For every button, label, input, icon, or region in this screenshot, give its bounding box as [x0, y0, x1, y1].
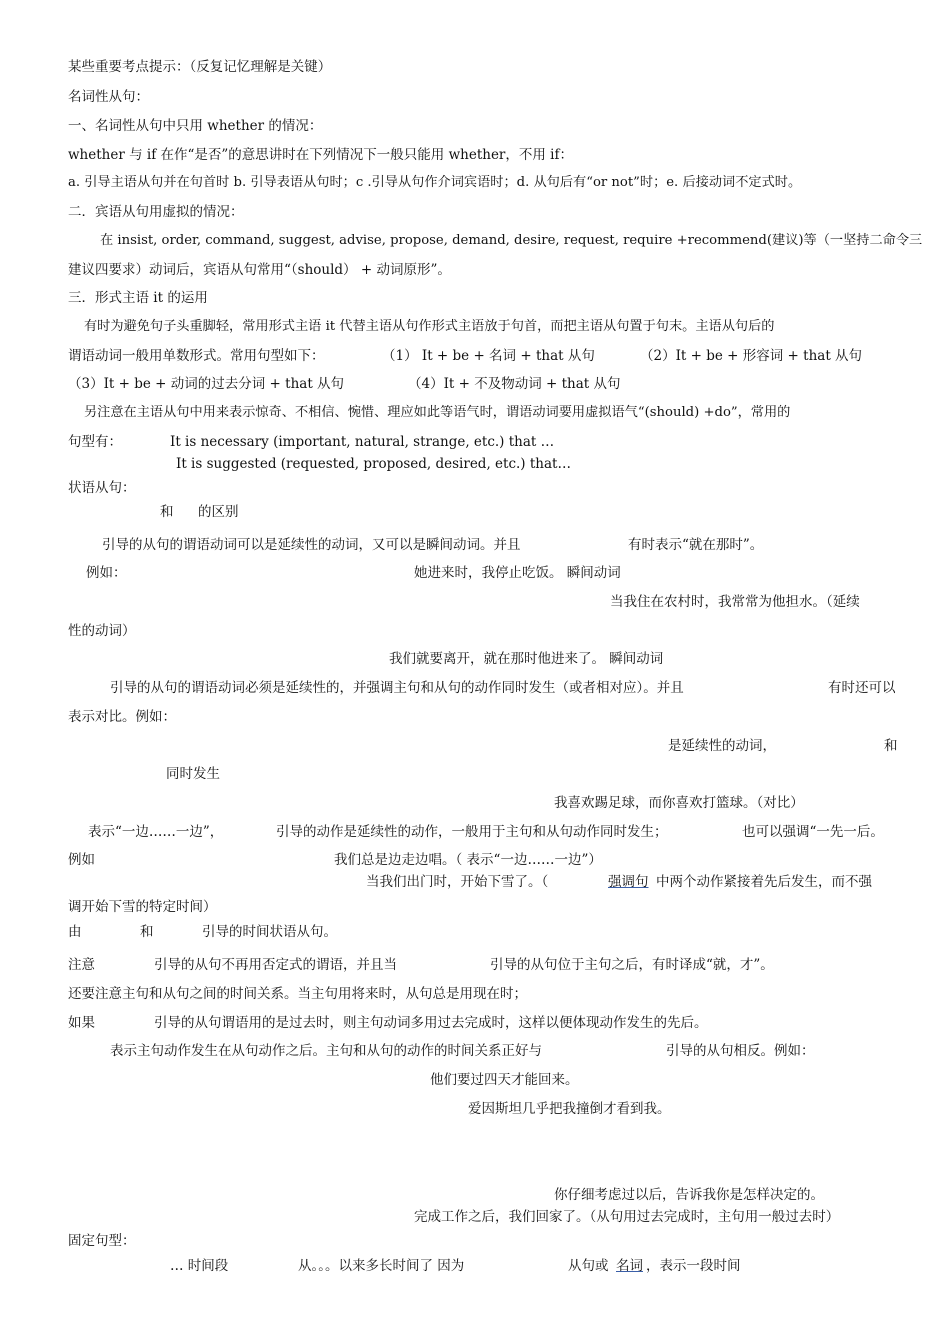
pattern-2: （2）It + be + 形容词 + that 从句	[640, 348, 863, 364]
paragraph-before-clause-end: 引导的从句相反。例如：	[666, 1043, 815, 1059]
pattern-3: （3）It + be + 动词的过去分词 + that 从句	[68, 376, 345, 392]
text-continuous-verb: 是延续性的动词，	[668, 738, 776, 754]
label-example-2: 例如	[68, 852, 95, 868]
example-football: 我喜欢踢足球，而你喜欢打篮球。（对比）	[554, 795, 804, 811]
paragraph-contrast: 表示对比。例如：	[68, 709, 176, 725]
pattern-1: （1） It + be + 名词 + that 从句	[382, 348, 595, 364]
subsection-formal-subject: 三．形式主语 it 的运用	[68, 290, 208, 306]
paragraph-formal-subject: 有时为避免句子头重脚轻，常用形式主语 it 代替主语从句作形式主语放于句首，而把主语从句置于句末。主语从句后的	[84, 319, 775, 334]
paragraph-when-clause: 引导的从句的谓语动词可以是延续性的动词，又可以是瞬间动词。并且	[102, 537, 521, 553]
paragraph-past-perfect: 引导的从句谓语用的是过去时，则主句动词多用过去完成时，这样以便体现动作发生的先后。	[154, 1015, 708, 1031]
example-finished-work: 完成工作之后，我们回家了。（从句用过去完成时，主句用一般过去时）	[414, 1209, 840, 1225]
pattern-clause-or: 从句或	[568, 1258, 609, 1274]
section-fixed-patterns: 固定句型：	[68, 1233, 136, 1249]
example-singing: 我们总是边走边唱。（ 表示“一边……一边”）	[334, 852, 602, 868]
example-snow: 当我们出门时，开始下雪了。（	[366, 874, 549, 890]
paragraph-until-clause: 引导的从句不再用否定式的谓语，并且当	[154, 957, 397, 973]
paragraph-whether-cases: a. 引导主语从句并在句首时 b. 引导表语从句时；c .引导从句作介词宾语时；d. 从句后有“or not”时；e. 后接动词不定式时。	[68, 175, 802, 190]
label-patterns: 句型有：	[68, 434, 122, 450]
pattern-since: 从。。。以来多长时间了 因为	[298, 1258, 465, 1274]
heading-key-points: 某些重要考点提示：（反复记忆理解是关键）	[68, 59, 332, 75]
paragraph-tense-relation: 还要注意主句和从句之间的时间关系。当主句用将来时，从句总是用现在时；	[68, 986, 527, 1002]
paragraph-while-clause-end: 有时还可以	[828, 680, 896, 696]
paragraph-while-clause: 引导的从句的谓语动词必须是延续性的，并强调主句和从句的动作同时发生（或者相对应）。并且	[110, 680, 684, 696]
example-countryside-end: 性的动词）	[68, 623, 136, 639]
example-decide: 你仔细考虑过以后，告诉我你是怎样决定的。	[554, 1187, 824, 1203]
paragraph-until-clause-end: 引导的从句位于主句之后，有时译成“就，才”。	[490, 957, 774, 973]
text-emphatic-sentence: 强调句	[608, 874, 649, 890]
paragraph-subjunctive-verbs: 在 insist, order, command, suggest, advise, propose, demand, desire, request, require +recommend(建议)等（一坚持二命令三	[100, 233, 923, 248]
paragraph-subjunctive-form: 建议四要求）动词后，宾语从句常用“（should） + 动词原形”。	[68, 262, 451, 278]
paragraph-before-clause: 表示主句动作发生在从句动作之后。主句和从句的动作的时间关系正好与	[110, 1043, 542, 1059]
example-snow-note: 中两个动作紧接着先后发生，而不强	[656, 874, 872, 890]
text-time-clause: 引导的时间状语从句。	[202, 924, 337, 940]
pattern-4: （4）It + 不及物动词 + that 从句	[408, 376, 621, 392]
paragraph-as-clause: 表示“一边……一边”，	[88, 824, 224, 840]
text-noun: 名词	[616, 1258, 643, 1274]
label-example: 例如：	[86, 565, 127, 581]
pattern-period-end: ，表示一段时间	[646, 1258, 741, 1274]
example-snow-note-end: 调开始下雪的特定时间）	[68, 899, 217, 915]
label-if: 如果	[68, 1015, 95, 1031]
subsection-whether: 一、名词性从句中只用 whether 的情况：	[68, 118, 323, 134]
example-necessary: It is necessary (important, natural, strange, etc.) that …	[170, 434, 555, 450]
paragraph-patterns-intro: 谓语动词一般用单数形式。常用句型如下：	[68, 348, 325, 364]
paragraph-subjunctive-note: 另注意在主语从句中用来表示惊奇、不相信、惋惜、理应如此等语气时，谓语动词要用虚拟语气“(should) +do”，常用的	[84, 405, 791, 420]
paragraph-when-clause-end: 有时表示“就在那时”。	[628, 537, 764, 553]
label-note: 注意	[68, 957, 95, 973]
text-difference: 的区别	[198, 504, 239, 520]
section-adverbial-clauses: 状语从句：	[68, 480, 136, 496]
example-einstein: 爱因斯坦几乎把我撞倒才看到我。	[468, 1101, 671, 1117]
text-and-3: 和	[140, 924, 154, 940]
example-countryside: 当我住在农村时，我常常为他担水。（延续	[610, 594, 860, 610]
example-four-days: 他们要过四天才能回来。	[430, 1072, 579, 1088]
example-suggested: It is suggested (requested, proposed, desired, etc.) that…	[176, 456, 571, 472]
paragraph-as-clause-mid: 引导的动作是延续性的动作，一般用于主句和从句动作同时发生；	[276, 824, 668, 840]
text-by: 由	[68, 924, 82, 940]
section-noun-clauses: 名词性从句：	[68, 89, 149, 105]
example-leaving: 我们就要离开，就在那时他进来了。 瞬间动词	[389, 651, 664, 667]
pattern-time-period: … 时间段	[170, 1258, 229, 1274]
text-and: 和	[160, 504, 174, 520]
paragraph-as-clause-end: 也可以强调“一先一后。	[742, 824, 884, 840]
text-and-2: 和	[884, 738, 898, 754]
text-simultaneous: 同时发生	[166, 766, 220, 782]
paragraph-whether-if: whether 与 if 在作“是否”的意思讲时在下列情况下一般只能用 whether，不用 if：	[68, 147, 573, 163]
subsection-subjunctive: 二．宾语从句用虚拟的情况：	[68, 204, 244, 220]
example-came-in: 她进来时，我停止吃饭。 瞬间动词	[414, 565, 621, 581]
